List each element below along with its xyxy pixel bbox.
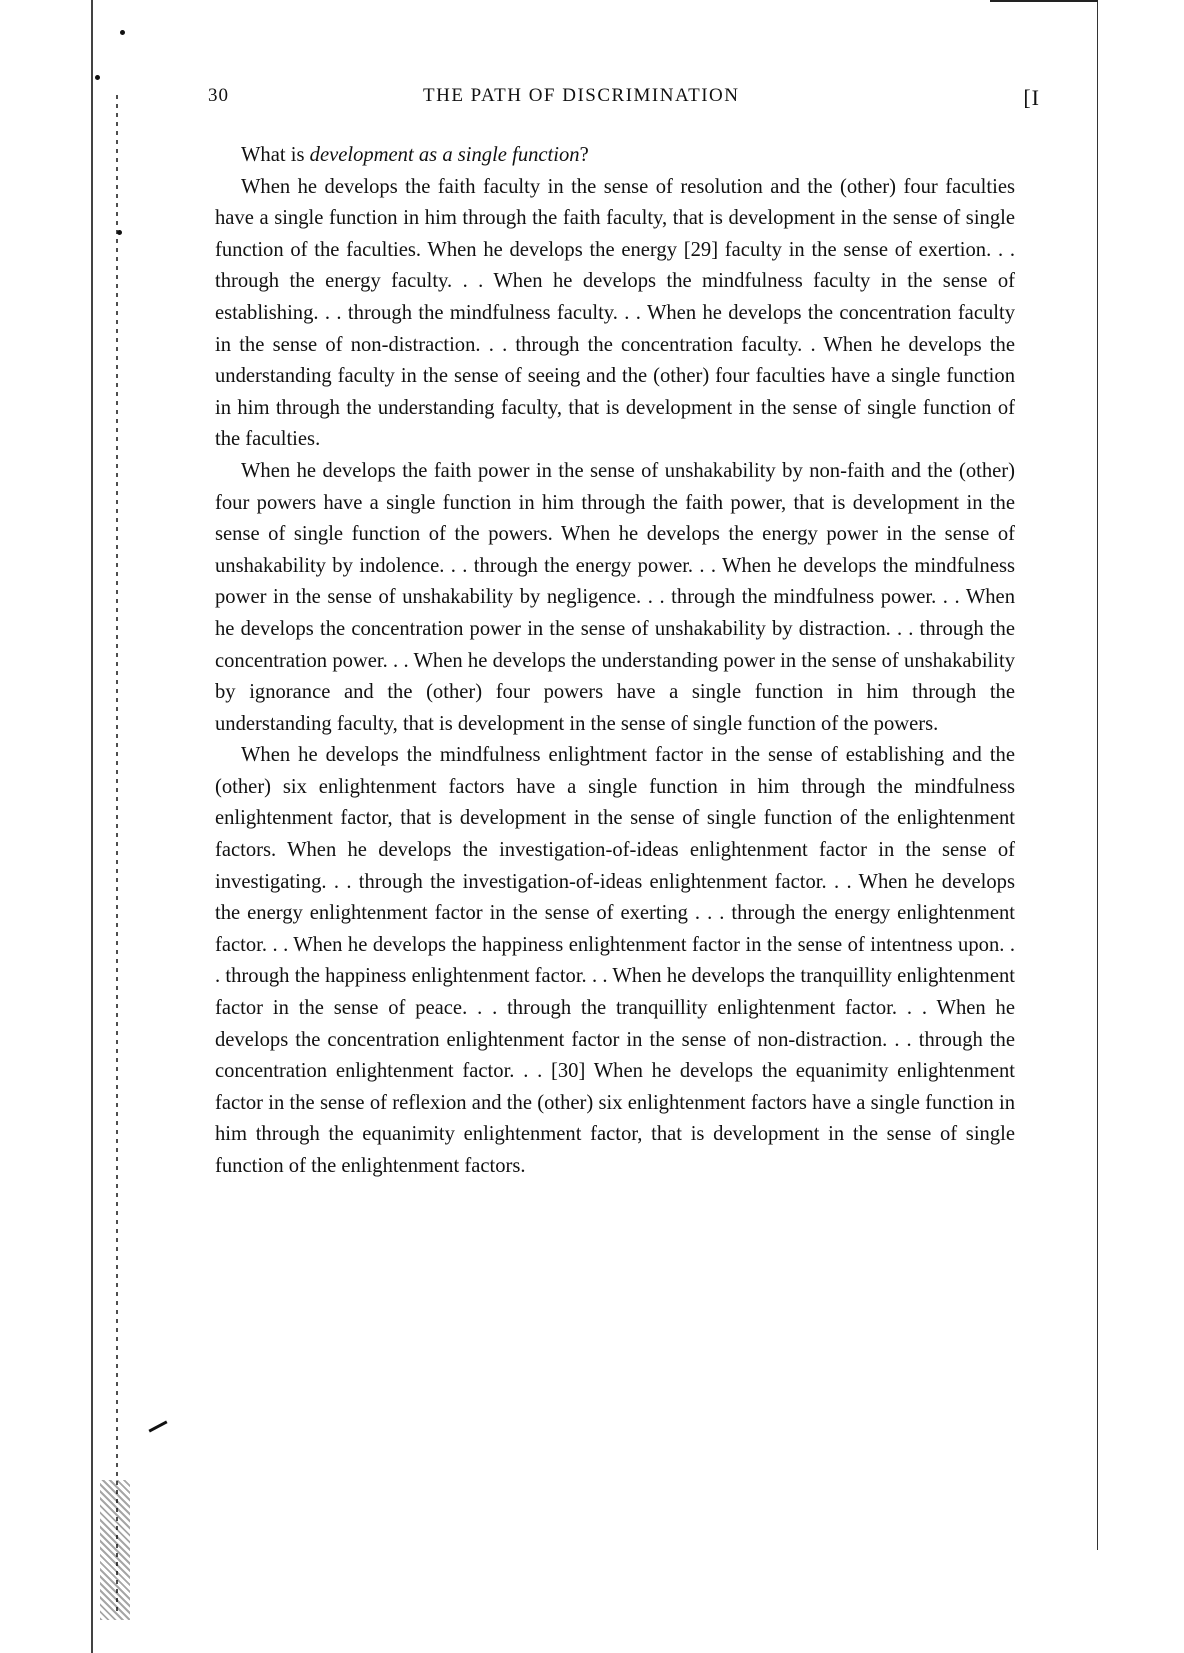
question-suffix: ? — [579, 144, 589, 166]
paragraph-powers: When he develops the faith power in the sense of unshakability by non-faith and the (other) four powers have a single function in him through the faith power, that is development in the sense of single function of the powers. When he develops the energy power in the sense of unshakability by indolence. . . through the energy power. . . When he develops the mindfulness power in the sense of unshakability by negligence. . . through the mindfulness power. . . When he develops the concentration power in the sense of unshakability by distraction. . . through the concentration power. . . When he develops the understanding power in the sense of unshakability by ignorance and the (other) four powers have a single function in him through the understanding faculty, that is development in the sense of single function of the powers. — [215, 459, 1015, 735]
section-question — [215, 140, 1015, 172]
scan-top-edge — [990, 0, 1098, 2]
scan-binding-shadow — [100, 1480, 130, 1620]
scan-speck — [117, 230, 122, 235]
page-body — [215, 140, 1015, 1183]
scan-speck — [120, 30, 125, 35]
running-header — [208, 85, 1048, 115]
paragraph-enlightenment-factors: When he develops the mindfulness enlightment factor in the sense of establishing and the (other) six enlightenment factors have a single function in him through the mindfulness enlightenment factor, that is development in the sense of single function of the enlightenment factors. When he develops the investigation-of-ideas enlightenment factor in the sense of investigating. . . through the investigation-of-ideas enlightenment factor. . . When he develops the energy enlightenment factor in the sense of exerting . . . through the energy enlightenment factor. . . When he develops the happiness enlightenment factor in the sense of intentness upon. . . through the happiness enlightenment factor. . . When he develops the tranquillity enlightenment factor in the sense of peace. . . through the tranquillity enlightenment factor. . . When he develops the concentration enlightenment factor in the sense of non-distraction. . . through the concentration enlightenment factor. . . [30] When he develops the equanimity enlightenment factor in the sense of reflexion and the (other) six enlightenment factors have a single function in him through the equanimity enlightenment factor, that is development in the sense of single function of the enlightenment factors. — [215, 744, 1015, 1177]
scan-binding-edge — [91, 0, 93, 1653]
scan-speck — [95, 75, 100, 80]
running-title: THE PATH OF DISCRIMINATION — [423, 85, 740, 106]
paragraph-faculties: When he develops the faith faculty in the sense of resolution and the (other) four faculties have a single function in him through the faith faculty, that is development in the sense of single function of the faculties. When he develops the energy [29] faculty in the sense of exertion. . . through the energy faculty. . . When he develops the mindfulness faculty in the sense of establishing. . . through the mindfulness faculty. . . When he develops the concentration faculty in the sense of non-distraction. . . through the concentration faculty. . When he develops the understanding faculty in the sense of seeing and the (other) four faculties have a single function in him through the understanding faculty, that is development in the sense of single function of the faculties. — [215, 175, 1015, 451]
question-emphasis: development as a single function — [309, 144, 580, 166]
scan-margin-mark — [148, 1420, 167, 1432]
scan-binding-dotted-edge — [116, 95, 118, 1615]
scan-right-page-edge — [1097, 0, 1098, 1550]
page-number: 30 — [208, 85, 229, 106]
section-marker: [I — [1023, 85, 1040, 110]
question-prefix: What is — [241, 144, 310, 166]
